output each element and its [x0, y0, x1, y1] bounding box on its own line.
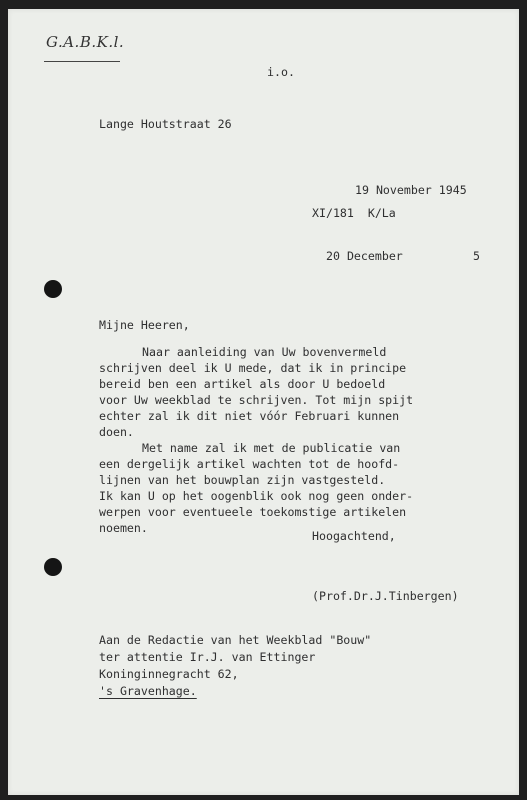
body-line: doen.	[99, 425, 134, 439]
punch-hole-bottom	[44, 558, 62, 576]
io-mark: i.o.	[267, 65, 295, 79]
recipient-line-2: ter attentie Ir.J. van Ettinger	[99, 650, 316, 664]
body-line: echter zal ik dit niet vóór Februari kunnen	[99, 409, 400, 423]
body-line: Ik kan U op het oogenblik ook nog geen onder-	[99, 489, 414, 503]
body-line: een dergelijk artikel wachten tot de hoofd-	[99, 457, 400, 471]
body-line: lijnen van het bouwplan zijn vastgesteld.	[99, 473, 386, 487]
reply-date-digit: 5	[473, 249, 480, 263]
return-address: Lange Houtstraat 26	[99, 117, 232, 131]
recipient-line-3: Koninginnegracht 62,	[99, 667, 239, 681]
closing: Hoogachtend,	[312, 529, 396, 543]
body-line: werpen voor eventueele toekomstige artikelen	[99, 505, 407, 519]
handwritten-reference: G.A.B.K.l.	[46, 33, 125, 51]
reply-date: 20 December	[326, 249, 403, 263]
handwritten-underline	[44, 61, 120, 62]
recipient-line-1: Aan de Redactie van het Weekblad "Bouw"	[99, 633, 372, 647]
body-line: noemen.	[99, 521, 148, 535]
date-received: 19 November 1945	[355, 183, 467, 197]
body-line: Naar aanleiding van Uw bovenvermeld	[142, 345, 387, 359]
body-line: bereid ben een artikel als door U bedoeld	[99, 377, 386, 391]
salutation: Mijne Heeren,	[99, 318, 190, 332]
signature: (Prof.Dr.J.Tinbergen)	[312, 589, 459, 603]
recipient-line-4: 's Gravenhage.	[99, 684, 197, 698]
punch-hole-top	[44, 280, 62, 298]
letter-page	[8, 9, 519, 795]
body-line: voor Uw weekblad te schrijven. Tot mijn spijt	[99, 393, 414, 407]
body-line: Met name zal ik met de publicatie van	[142, 441, 401, 455]
body-line: schrijven deel ik U mede, dat ik in principe	[99, 361, 407, 375]
reference-number: XI/181 K/La	[312, 206, 396, 220]
